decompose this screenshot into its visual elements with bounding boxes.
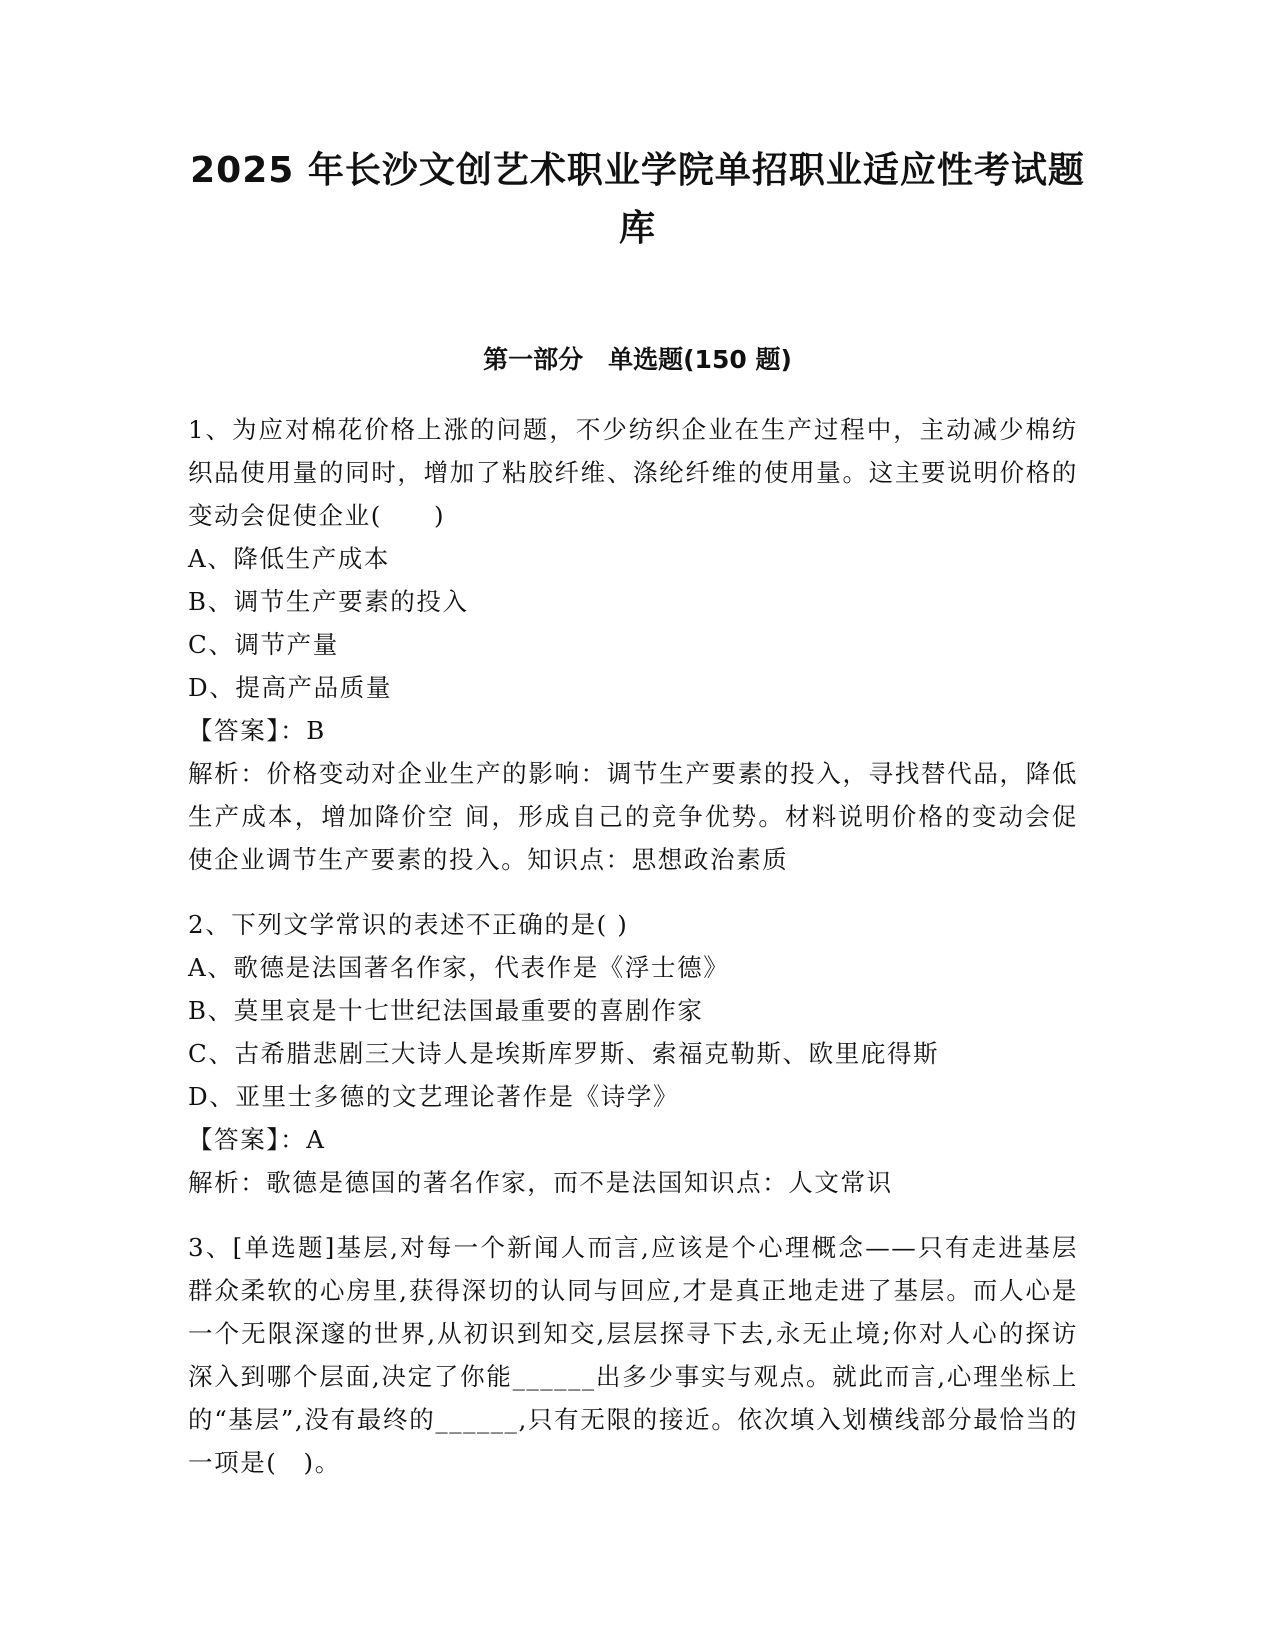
option-d: D、亚里士多德的文艺理论著作是《诗学》: [188, 1082, 680, 1111]
option-b: B、调节生产要素的投入: [188, 587, 469, 616]
option-a: A、降低生产成本: [188, 544, 390, 573]
option-a: A、歌德是法国著名作家，代表作是《浮士德》: [188, 953, 730, 982]
analysis-text: 解析：歌德是德国的著名作家，而不是法国知识点：人文常识: [188, 1168, 893, 1197]
question-text: 2、下列文学常识的表述不正确的是( ): [188, 910, 629, 939]
option-b: B、莫里哀是十七世纪法国最重要的喜剧作家: [188, 996, 704, 1025]
answer-label: 【答案】：: [188, 1125, 307, 1154]
question-item: [188, 903, 1078, 1204]
question-item: [188, 1226, 1078, 1484]
answer-value: A: [306, 1125, 326, 1154]
option-c: C、调节产量: [188, 630, 339, 659]
question-text: 3、[单选题]基层,对每一个新闻人而言,应该是个心理概念——只有走进基层群众柔软的心房里,获得深切的认同与回应,才是真正地走进了基层。而人心是一个无限深邃的世界,从初识到知交,层层探寻下去,永无止境;你对人心的探访深入到哪个层面,决定了你能______出多少事实与观点。就此而言,心理坐标上的“基层”,没有最终的______,只有无限的接近。依次填入划横线部分最恰当的一项是( )。: [188, 1233, 1078, 1477]
answer-value: B: [306, 716, 326, 745]
question-text: 1、为应对棉花价格上涨的问题，不少纺织企业在生产过程中，主动减少棉纺织品使用量的同时，增加了粘胶纤维、涤纶纤维的使用量。这主要说明价格的变动会促使企业( ): [188, 415, 1078, 530]
section-heading: 第一部分 单选题(150 题): [483, 345, 792, 374]
document-title: 2025 年长沙文创艺术职业学院单招职业适应性考试题库: [190, 150, 1085, 249]
answer-line: [188, 709, 1078, 752]
question-item: [188, 408, 1078, 881]
option-c: C、古希腊悲剧三大诗人是埃斯库罗斯、索福克勒斯、欧里庇得斯: [188, 1039, 940, 1068]
option-d: D、提高产品质量: [188, 673, 392, 702]
analysis-text: 解析：价格变动对企业生产的影响：调节生产要素的投入，寻找替代品，降低生产成本，增加降价空 间，形成自己的竞争优势。材料说明价格的变动会促使企业调节生产要素的投入。知识点：思想政治素质: [188, 759, 1078, 874]
answer-line: [188, 1118, 1078, 1161]
question-list: [188, 408, 1078, 1506]
answer-label: 【答案】：: [188, 716, 307, 745]
